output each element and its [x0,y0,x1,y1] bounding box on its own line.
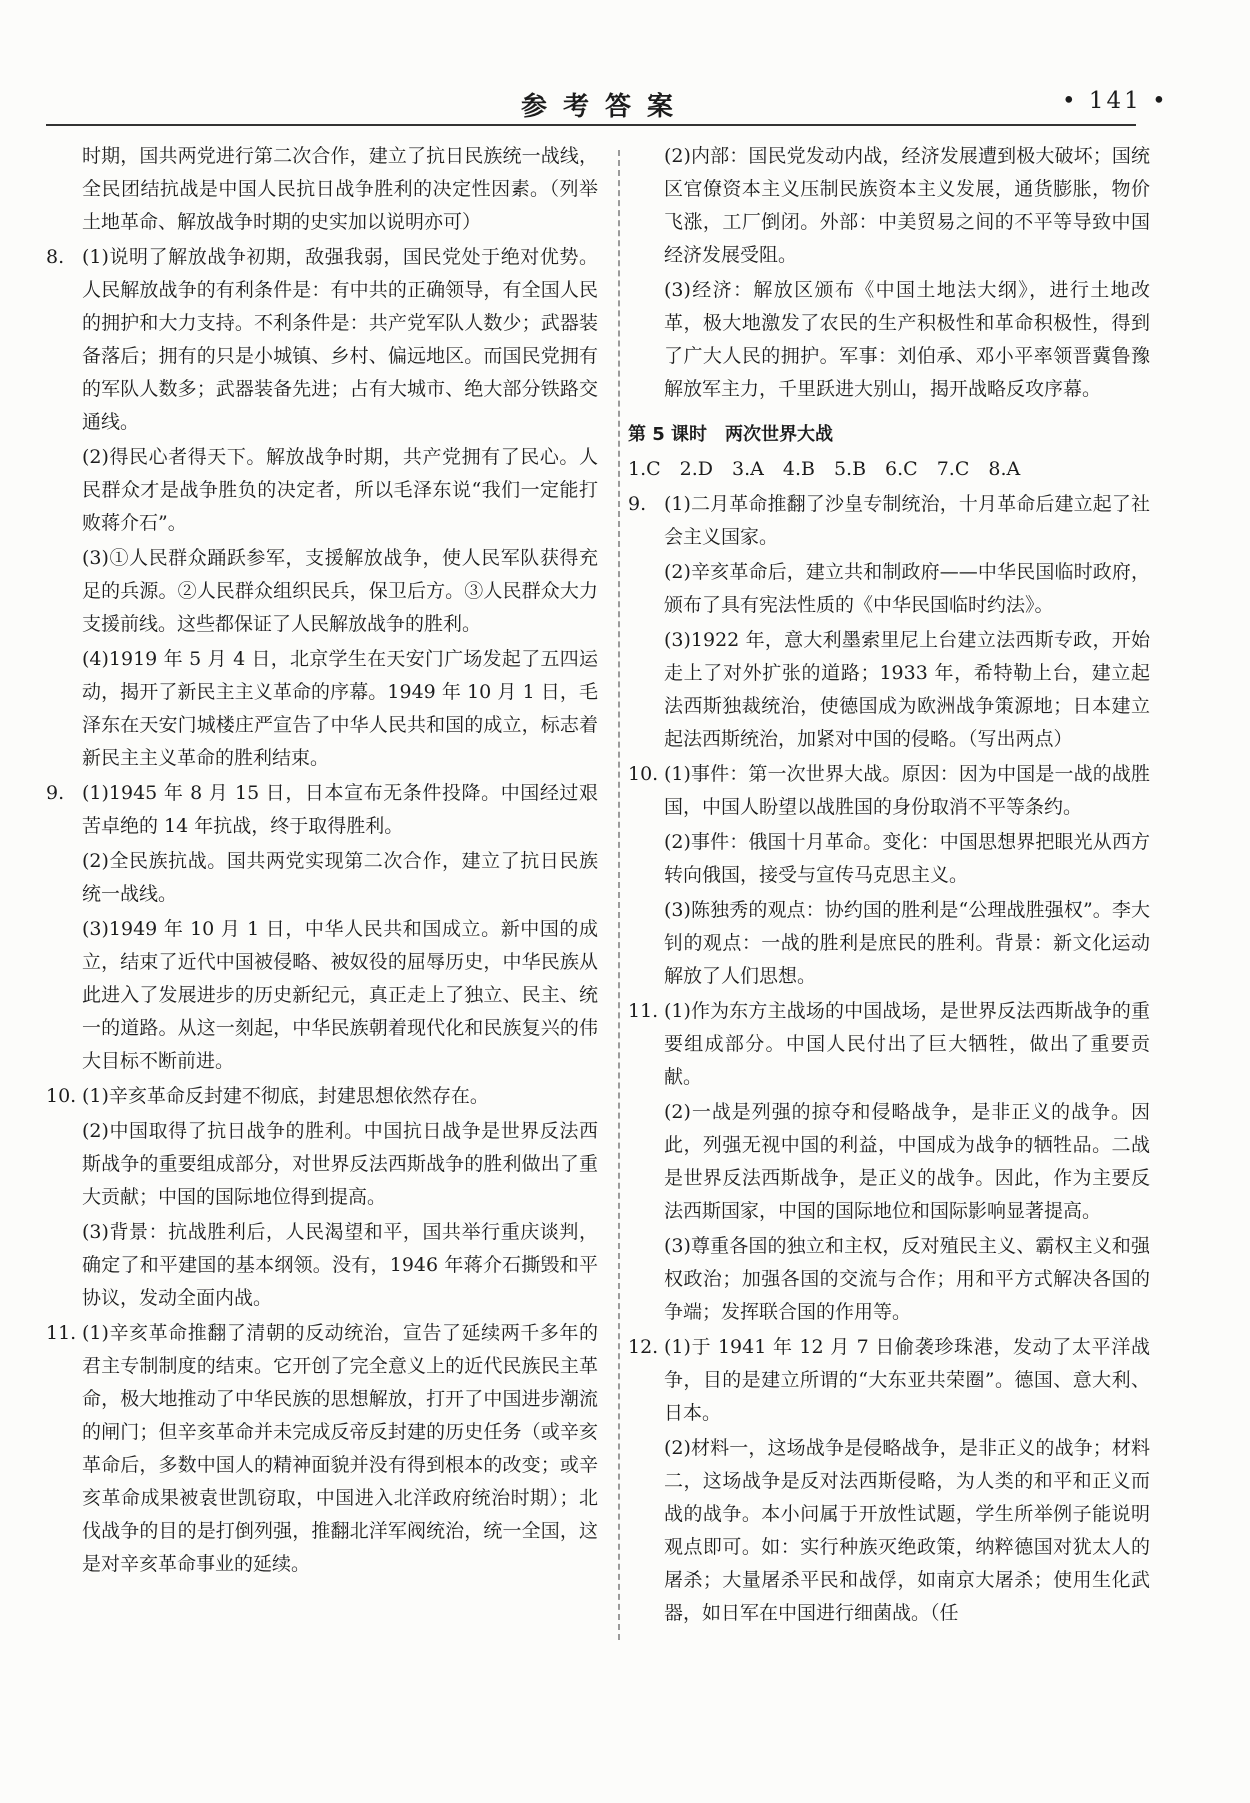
answer-number: 10. [46,1085,77,1107]
answer-number: 11. [628,1000,659,1022]
answer-number: 10. [628,763,659,785]
answer-part: (3)1949 年 10 月 1 日，中华人民共和国成立。新中国的成立，结束了近代中国被侵略、被奴役的屈辱历史，中华民族从此进入了发展进步的历史新纪元，真正走上了独立、民主、统一的道路。从这一刻起，中华民族朝着现代化和民族复兴的伟大目标不断前进。 [82,918,598,1072]
answer-part: (3)经济：解放区颁布《中国土地法大纲》，进行土地改革，极大地激发了农民的生产积极性和革命积极性，得到了广大人民的拥护。军事：刘伯承、邓小平率领晋冀鲁豫解放军主力，千里跃进大别山，揭开战略反攻序幕。 [664,279,1150,400]
answer-part: (3)1922 年，意大利墨索里尼上台建立法西斯专政，开始走上了对外扩张的道路；1933 年，希特勒上台，建立起法西斯独裁统治，使德国成为欧洲战争策源地；日本建立起法西斯统治，加紧对中国的侵略。（写出两点） [664,629,1150,750]
answer-part: (3)背景：抗战胜利后，人民渴望和平，国共举行重庆谈判，确定了和平建国的基本纲领。没有，1946 年蒋介石撕毁和平协议，发动全面内战。 [82,1221,598,1309]
header-rule [46,124,1136,126]
answer-9 [628,488,1150,554]
left-column [46,140,598,1583]
answer-part: (2)一战是列强的掠夺和侵略战争，是非正义的战争。因此，列强无视中国的利益，中国成为战争的牺牲品。二战是世界反法西斯战争，是正义的战争。因此，作为主要反法西斯国家，中国的国际地位和国际影响显著提高。 [664,1101,1150,1222]
answer-part: (4)1919 年 5 月 4 日，北京学生在天安门广场发起了五四运动，揭开了新民主主义革命的序幕。1949 年 10 月 1 日，毛泽东在天安门城楼庄严宣告了中华人民共和国的成立，标志着新民主主义革命的胜利结束。 [82,648,598,769]
answer-9 [46,777,598,843]
right-column [628,140,1150,1632]
answer-part: (1)作为东方主战场的中国战场，是世界反法西斯战争的重要组成部分。中国人民付出了巨大牺牲，做出了重要贡献。 [664,1000,1150,1088]
answer-11 [46,1317,598,1581]
page-header-title: 参考答案 [520,92,689,122]
answer-10 [628,758,1150,824]
answer-12 [628,1331,1150,1430]
answer-number: 9. [46,782,65,804]
section-heading: 第 5 课时 两次世界大战 [628,424,834,445]
multiple-choice-answers: 1.C 2.D 3.A 4.B 5.B 6.C 7.C 8.A [628,458,1021,480]
answer-part: (3)尊重各国的独立和主权，反对殖民主义、霸权主义和强权政治；加强各国的交流与合作；用和平方式解决各国的争端；发挥联合国的作用等。 [664,1235,1150,1323]
answer-number: 8. [46,246,65,268]
answer-number: 9. [628,493,647,515]
answer-part: (1)于 1941 年 12 月 7 日偷袭珍珠港，发动了太平洋战争，目的是建立所谓的“大东亚共荣圈”。德国、意大利、日本。 [664,1336,1150,1424]
answer-11 [628,995,1150,1094]
column-divider [618,150,620,1640]
answer-part: (2)全民族抗战。国共两党实现第二次合作，建立了抗日民族统一战线。 [82,850,598,905]
answer-part: (1)事件：第一次世界大战。原因：因为中国是一战的战胜国，中国人盼望以战胜国的身份取消不平等条约。 [664,763,1150,818]
continued-answer: 时期，国共两党进行第二次合作，建立了抗日民族统一战线，全民团结抗战是中国人民抗日战争胜利的决定性因素。（列举土地革命、解放战争时期的史实加以说明亦可） [82,145,598,233]
answer-part: (2)辛亥革命后，建立共和制政府——中华民国临时政府，颁布了具有宪法性质的《中华民国临时约法》。 [664,561,1150,616]
answer-part: (2)中国取得了抗日战争的胜利。中国抗日战争是世界反法西斯战争的重要组成部分，对世界反法西斯战争的胜利做出了重大贡献；中国的国际地位得到提高。 [82,1120,598,1208]
answer-part: (1)1945 年 8 月 15 日，日本宣布无条件投降。中国经过艰苦卓绝的 14 年抗战，终于取得胜利。 [82,782,598,837]
answer-part: (2)内部：国民党发动内战，经济发展遭到极大破坏；国统区官僚资本主义压制民族资本主义发展，通货膨胀，物价飞涨，工厂倒闭。外部：中美贸易之间的不平等导致中国经济发展受阻。 [664,145,1150,266]
answer-part: (1)二月革命推翻了沙皇专制统治，十月革命后建立起了社会主义国家。 [664,493,1150,548]
answer-part: (1)说明了解放战争初期，敌强我弱，国民党处于绝对优势。人民解放战争的有利条件是：有中共的正确领导，有全国人民的拥护和大力支持。不利条件是：共产党军队人数少；武器装备落后；拥有的只是小城镇、乡村、偏远地区。而国民党拥有的军队人数多；武器装备先进；占有大城市、绝大部分铁路交通线。 [82,246,598,433]
answer-10 [46,1080,598,1113]
answer-part: (3)①人民群众踊跃参军，支援解放战争，使人民军队获得充足的兵源。②人民群众组织民兵，保卫后方。③人民群众大力支援前线。这些都保证了人民解放战争的胜利。 [82,547,598,635]
answer-part: (2)得民心者得天下。解放战争时期，共产党拥有了民心。人民群众才是战争胜负的决定者，所以毛泽东说“我们一定能打败蒋介石”。 [82,446,598,534]
answer-part: (1)辛亥革命推翻了清朝的反动统治，宣告了延续两千多年的君主专制制度的结束。它开创了完全意义上的近代民族民主革命，极大地推动了中华民族的思想解放，打开了中国进步潮流的闸门；但辛亥革命并未完成反帝反封建的历史任务（或辛亥革命后，多数中国人的精神面貌并没有得到根本的改变；或辛亥革命成果被袁世凯窃取，中国进入北洋政府统治时期）；北伐战争的目的是打倒列强，推翻北洋军阀统治，统一全国，这是对辛亥革命事业的延续。 [82,1322,598,1575]
answer-part: (2)事件：俄国十月革命。变化：中国思想界把眼光从西方转向俄国，接受与宣传马克思主义。 [664,831,1150,886]
answer-part: (2)材料一，这场战争是侵略战争，是非正义的战争；材料二，这场战争是反对法西斯侵略，为人类的和平和正义而战的战争。本小问属于开放性试题，学生所举例子能说明观点即可。如：实行种族灭绝政策，纳粹德国对犹太人的屠杀；大量屠杀平民和战俘，如南京大屠杀；使用生化武器，如日军在中国进行细菌战。（任 [664,1437,1150,1624]
answer-part: (3)陈独秀的观点：协约国的胜利是“公理战胜强权”。李大钊的观点：一战的胜利是庶民的胜利。背景：新文化运动解放了人们思想。 [664,899,1150,987]
answer-number: 12. [628,1336,659,1358]
answer-8 [46,241,598,439]
page-number: • 141 • [1062,88,1169,114]
answer-number: 11. [46,1322,77,1344]
answer-part: (1)辛亥革命反封建不彻底，封建思想依然存在。 [82,1085,489,1107]
